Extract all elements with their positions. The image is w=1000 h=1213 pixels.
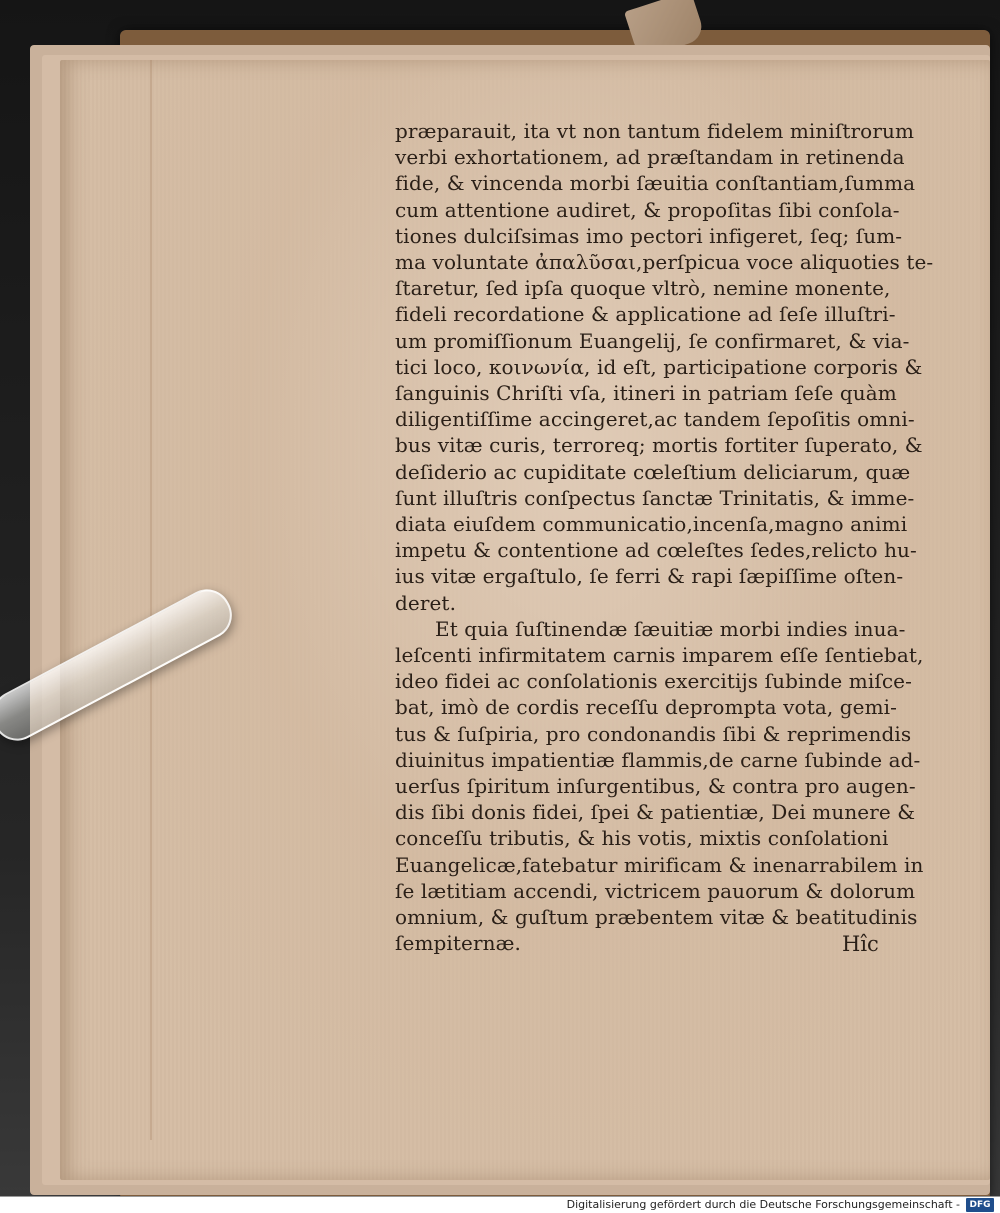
text-line: fideli recordatione & applicatione ad ſeſe illuſtri- bbox=[395, 302, 896, 327]
catchword: Hîc bbox=[842, 932, 879, 956]
text-line: uerſus ſpiritum inſurgentibus, & contra pro augen- bbox=[395, 774, 916, 799]
text-line: fide, & vincenda morbi ſæuitia conſtantiam,ſumma bbox=[395, 171, 916, 196]
text-line: ſunt illuſtris conſpectus ſanctæ Trinitatis, & imme- bbox=[395, 485, 915, 510]
text-line: ſanguinis Chriſti vſa, itineri in patriam ſeſe quàm bbox=[395, 381, 897, 406]
text-line: præparauit, ita vt non tantum fidelem miniſtrorum bbox=[395, 119, 915, 143]
dfg-logo: DFG bbox=[966, 1198, 994, 1212]
text-line: bat, imò de cordis receſſu deprompta vota, gemi- bbox=[395, 695, 898, 720]
footer-bar bbox=[0, 1196, 1000, 1213]
page-fold-line bbox=[150, 60, 152, 1140]
text-line: ideo fidei ac conſolationis exercitijs ſubinde miſce- bbox=[395, 669, 912, 694]
text-line: tiones dulciſsimas imo pectori infigeret, ſeq; ſum- bbox=[395, 223, 903, 248]
text-line: bus vitæ curis, terroreq; mortis fortiter ſuperato, & bbox=[395, 433, 923, 458]
text-line: deſiderio ac cupiditate cœleſtium deliciarum, quæ bbox=[395, 459, 911, 484]
text-line: um promiſſionum Euangelij, ſe confirmaret, & via- bbox=[395, 328, 910, 353]
text-line: leſcenti infirmitatem carnis imparem eſſe ſentiebat, bbox=[395, 643, 924, 668]
text-line: dis ſibi donis fidei, ſpei & patientiæ, Dei munere & bbox=[395, 800, 916, 825]
text-line: ſtaretur, ſed ipſa quoque vltrò, nemine monente, bbox=[395, 276, 891, 301]
text-line: impetu & contentione ad cœleſtes ſedes,relicto hu- bbox=[395, 538, 917, 563]
text-line: verbi exhortationem, ad præſtandam in retinenda bbox=[395, 145, 905, 170]
text-line: diuinitus impatientiæ flammis,de carne ſubinde ad- bbox=[395, 747, 921, 772]
text-line: Et quia ſuſtinendæ ſæuitiæ morbi indies inua- bbox=[435, 616, 906, 641]
text-line: ma voluntate ἀπαλῦσαι,perſpicua voce aliquoties te- bbox=[395, 250, 934, 275]
funding-credit: Digitalisierung gefördert durch die Deutsche Forschungsgemeinschaft - bbox=[566, 1198, 960, 1211]
text-line: diligentiſſime accingeret,ac tandem ſepoſitis omni- bbox=[395, 407, 915, 432]
text-line: ſempiternæ. bbox=[395, 931, 521, 956]
page-text bbox=[395, 118, 934, 957]
text-line: tus & ſuſpiria, pro condonandis ſibi & reprimendis bbox=[395, 721, 912, 746]
text-line: omnium, & guſtum præbentem vitæ & beatitudinis bbox=[395, 905, 918, 930]
text-line: Euangelicæ,fatebatur mirificam & inenarrabilem in bbox=[395, 852, 924, 877]
text-line: ius vitæ ergaſtulo, ſe ferri & rapi ſæpiſſime oſten- bbox=[395, 564, 904, 589]
text-line: cum attentione audiret, & propoſitas ſibi conſola- bbox=[395, 197, 900, 222]
text-line: ſe lætitiam accendi, victricem pauorum & dolorum bbox=[395, 878, 916, 903]
text-line: tici loco, κοινωνία, id eſt, participatione corporis & bbox=[395, 354, 923, 379]
text-line: deret. bbox=[395, 590, 457, 615]
text-line: conceſſu tributis, & his votis, mixtis conſolationi bbox=[395, 826, 889, 851]
text-line: diata eiuſdem communicatio,incenſa,magno animi bbox=[395, 512, 908, 537]
